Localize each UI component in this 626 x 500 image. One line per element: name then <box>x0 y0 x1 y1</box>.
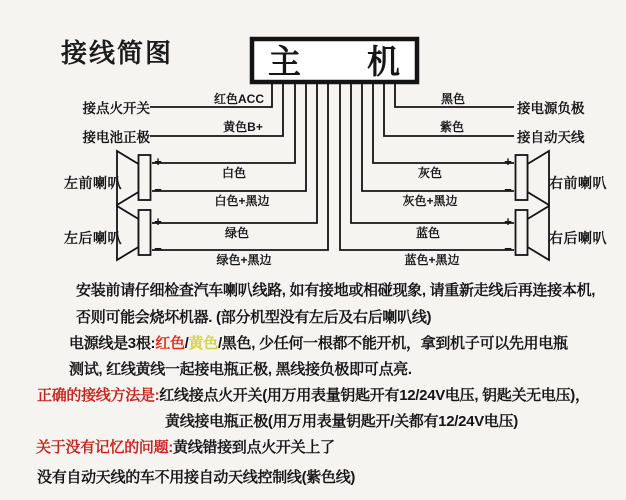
speaker-name: 左后喇叭 <box>64 230 122 246</box>
correct-wiring-heading: 正确的接线方法是: <box>37 387 160 404</box>
minus-terminal: − <box>504 241 512 256</box>
speaker-cone-icon <box>528 151 550 205</box>
speaker-left-rear <box>64 206 162 260</box>
label-blue: 蓝色 <box>415 226 441 240</box>
minus-terminal: − <box>154 182 162 197</box>
instruction-text: 电源线是3根: <box>69 335 156 352</box>
wire-lines <box>150 82 514 250</box>
instruction-line-2 <box>76 306 431 327</box>
instruction-text: 黄线接电瓶正极(用万用表量钥匙开/关都有12/24V电压) <box>165 413 519 430</box>
minus-terminal: − <box>504 182 512 197</box>
speaker-cone-icon <box>528 206 550 260</box>
speaker-name: 左前喇叭 <box>64 175 122 191</box>
target-auto-antenna: 接自动天线 <box>517 130 585 145</box>
label-gray-black: 灰色+黑边 <box>402 194 458 208</box>
plus-terminal: + <box>504 214 512 229</box>
target-ignition-switch: 接点火开关 <box>82 101 150 116</box>
instruction-text: 测试, 红线黄线一起接电瓶正极, 黑线接负极即可点亮. <box>69 361 412 378</box>
label-white: 白色 <box>221 166 247 180</box>
target-battery-positive: 接电池正极 <box>82 130 150 145</box>
speaker-right-front <box>504 151 607 205</box>
instruction-text: 安装前请仔细检查汽车喇叭线路, 如有接地或相碰现象, 请重新走线后再连接本机, <box>76 282 596 299</box>
speaker-name: 右后喇叭 <box>549 230 607 246</box>
instruction-line-7 <box>36 436 335 457</box>
page-title: 接线简图 <box>61 38 174 68</box>
label-black: 黑色 <box>440 92 466 106</box>
plus-terminal: + <box>154 154 162 169</box>
label-blue-black: 蓝色+黑边 <box>404 253 460 267</box>
instruction-line-5 <box>37 384 590 405</box>
separator: / <box>184 335 189 352</box>
label-gray: 灰色 <box>417 166 443 180</box>
instruction-text: /黑色, 少任何一根都不能开机，拿到机子可以先用电瓶 <box>217 335 568 352</box>
instruction-line-1 <box>76 279 595 300</box>
plus-terminal: + <box>154 214 162 229</box>
instruction-text: 红线接点火开关(用万用表量钥匙开有12/24V电压, 钥匙关无电压)， <box>159 387 590 404</box>
label-purple: 紫色 <box>439 120 465 134</box>
speaker-magnet-icon <box>516 210 528 255</box>
instruction-line-8 <box>37 466 355 487</box>
minus-terminal: − <box>154 241 162 256</box>
speaker-magnet-icon <box>516 155 528 200</box>
speaker-right-rear <box>504 206 607 260</box>
plus-terminal: + <box>504 154 512 169</box>
speaker-left-front <box>64 151 162 205</box>
instruction-line-3 <box>69 332 568 353</box>
label-yellow-bplus: 黄色B+ <box>223 120 263 134</box>
speaker-name: 右前喇叭 <box>549 175 607 191</box>
yellow-wire-word: 黄色 <box>188 335 218 352</box>
main-unit-label: 主 机 <box>268 43 400 80</box>
label-green: 绿色 <box>224 226 250 240</box>
label-white-black: 白色+黑边 <box>214 194 270 208</box>
label-red-acc: 红色ACC <box>214 92 264 106</box>
label-green-black: 绿色+黑边 <box>216 253 272 267</box>
red-wire-word: 红色 <box>155 335 185 352</box>
target-power-negative: 接电源负极 <box>517 101 585 116</box>
speaker-magnet-icon <box>139 155 151 200</box>
instruction-line-4 <box>69 358 412 379</box>
wire-yellow-bplus <box>150 82 283 136</box>
instruction-line-6 <box>165 410 518 431</box>
speaker-magnet-icon <box>139 210 151 255</box>
instruction-text: 否则可能会烧坏机器. (部分机型没有左后及右后喇叭线) <box>76 309 432 326</box>
instruction-text: 黄线错接到点火开关上了 <box>173 439 335 456</box>
instruction-text: 没有自动天线的车不用接自动天线控制线(紫色线) <box>37 469 356 486</box>
memory-problem-heading: 关于没有记忆的问题: <box>36 439 173 456</box>
